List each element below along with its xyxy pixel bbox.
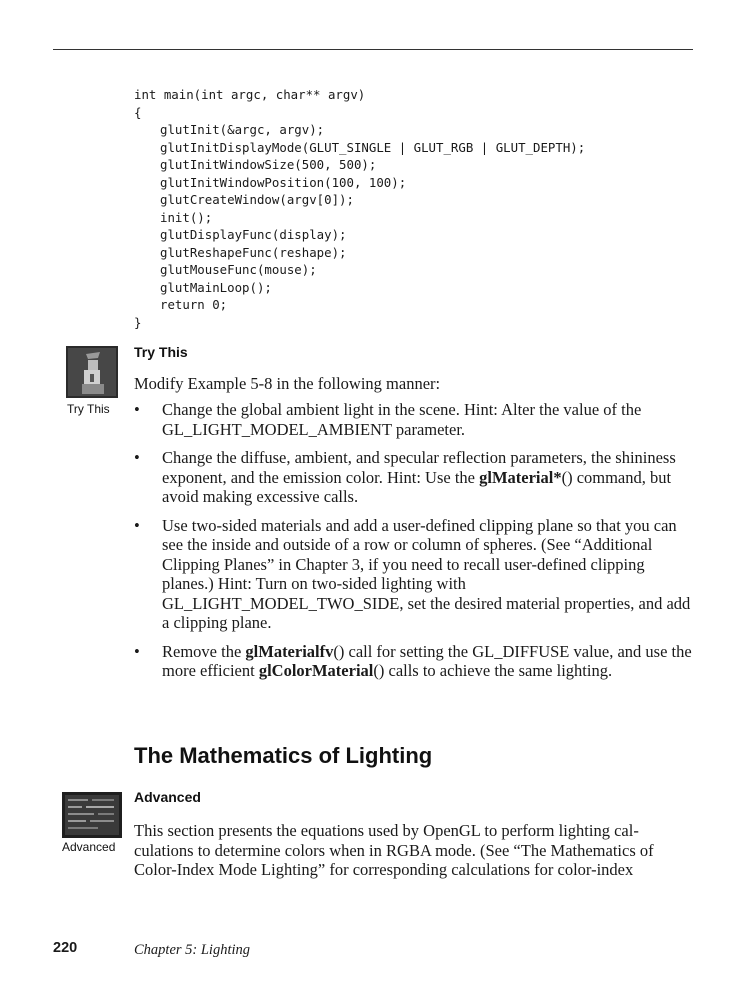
try-this-bullet-item <box>134 448 696 507</box>
code-line: int main(int argc, char** argv) <box>134 87 366 102</box>
bullet-text: Change the global ambient light in the scene. Hint: Alter the value of the GL_LIGHT_MODEL_AMBIENT parameter. <box>162 400 642 439</box>
code-line: } <box>134 314 142 330</box>
bullet-function-name: glMaterialfv <box>245 641 334 661</box>
bullet-function-name: glMaterial* <box>479 467 562 487</box>
section-paragraph: This section presents the equations used by OpenGL to perform lighting cal-culations to determine colors when in RGBA mode. (See “The Mathematics of Color-Index Mode Lighting” for corresponding calculations for color-index <box>134 821 654 879</box>
try-this-bullet-list <box>134 400 696 690</box>
advanced-icon-label: Advanced <box>62 840 116 854</box>
bullet-text: Remove the <box>162 641 246 661</box>
code-line: glutCreateWindow(argv[0]); <box>160 192 354 207</box>
code-line: glutMainLoop(); <box>160 279 272 295</box>
chapter-title: Chapter 5: Lighting <box>134 942 251 958</box>
bullet-marker: • <box>134 448 140 467</box>
try-this-icon-label: Try This <box>67 402 110 416</box>
bullet-function-name: glColorMaterial <box>258 661 374 680</box>
bullet-text: () command, but avoid making excessive calls. <box>162 467 672 506</box>
code-line: glutReshapeFunc(reshape); <box>160 244 347 260</box>
code-line: glutInit(&argc, argv); <box>160 122 325 137</box>
code-line: init(); <box>160 209 213 225</box>
bullet-marker: • <box>134 641 140 661</box>
header-rule <box>53 49 693 50</box>
try-this-bullet-item <box>134 400 696 439</box>
try-this-bullet-item <box>134 642 696 681</box>
bullet-text: Use two-sided materials and add a user-defined clipping plane so that you can see the inside and outside of a row or column of spheres. (See “Additional Clipping Planes” in Chapter 3, if you need to recall user-defined clipping planes.) Hint: Turn on two-sided lighting with GL_LIGHT_MODEL_TWO_SIDE, set the desired material properties, and add a clipping plane. <box>162 515 691 632</box>
bullet-marker: • <box>134 400 140 419</box>
code-line: return 0; <box>160 297 228 312</box>
code-listing <box>134 86 585 331</box>
code-line: glutInitDisplayMode(GLUT_SINGLE | GLUT_RGB | GLUT_DEPTH); <box>160 139 586 155</box>
advanced-icon <box>62 792 122 838</box>
try-this-title: Try This <box>134 344 188 360</box>
bullet-text: () call for setting the GL_DIFFUSE value, and use the more efficient <box>162 641 692 680</box>
try-this-bullet-item <box>134 516 696 633</box>
try-this-icon <box>66 346 118 398</box>
bullet-marker: • <box>134 515 140 535</box>
bullet-text: Change the diffuse, ambient, and specular reflection parameters, the shininess exponent, and the emission color. Hint: Use the <box>162 448 676 487</box>
code-line: glutDisplayFunc(display); <box>160 227 347 242</box>
code-line: glutInitWindowSize(500, 500); <box>160 157 377 172</box>
code-line: glutInitWindowPosition(100, 100); <box>160 174 407 190</box>
advanced-title: Advanced <box>134 789 201 805</box>
bullet-text: () calls to achieve the same lighting. <box>373 661 613 680</box>
section-heading: The Mathematics of Lighting <box>134 743 433 768</box>
try-this-intro: Modify Example 5-8 in the following manner: <box>134 374 441 393</box>
code-line: { <box>134 104 142 120</box>
code-line: glutMouseFunc(mouse); <box>160 262 317 277</box>
page-number: 220 <box>53 940 78 956</box>
